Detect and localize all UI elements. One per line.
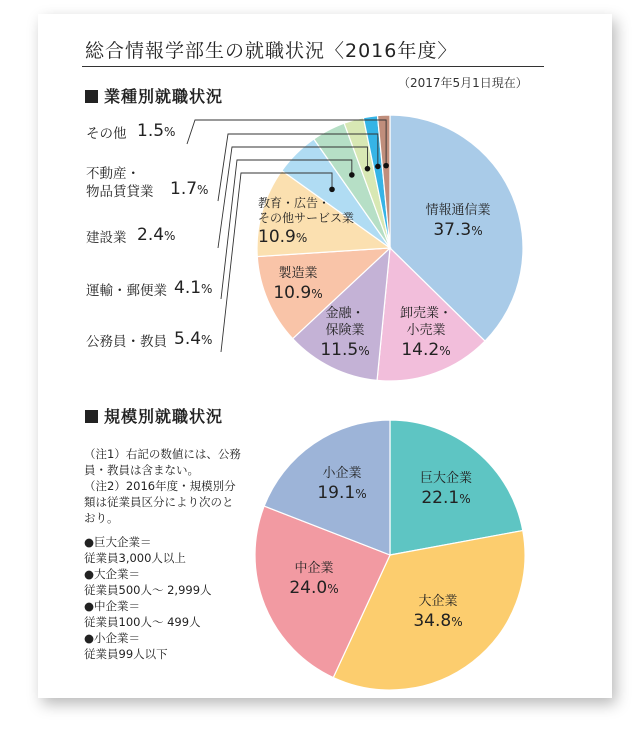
leader-dot-other bbox=[383, 163, 389, 169]
slice-label-giant: 巨大企業 22.1% bbox=[419, 471, 472, 508]
slice-label-small: 小企業 19.1% bbox=[317, 466, 367, 503]
note2-line1: （注2）2016年度・規模別分 bbox=[84, 479, 236, 493]
label-other-value: 1.5% bbox=[137, 121, 176, 141]
slice-label-large: 大企業 34.8% bbox=[413, 594, 463, 631]
note1-line2: 員・教員は含まない。 bbox=[84, 463, 199, 477]
slice-label-medium: 中企業 24.0% bbox=[289, 561, 339, 598]
label-construction-value: 2.4% bbox=[137, 225, 176, 245]
date-note: （2017年5月1日現在） bbox=[398, 76, 528, 90]
definition-term: ●大企業＝ bbox=[84, 567, 141, 581]
definition-desc: 従業員100人～ 499人 bbox=[84, 615, 201, 629]
label-transport-value: 4.1% bbox=[174, 278, 213, 298]
industry-section-title: 業種別就職状況 bbox=[85, 84, 223, 107]
leader-dot-construction bbox=[365, 166, 371, 172]
page-title: 総合情報学部生の就職状況〈2016年度〉 bbox=[85, 40, 458, 62]
label-realestate-value: 1.7% bbox=[170, 179, 209, 199]
note2-line3: おり。 bbox=[84, 511, 119, 525]
slice-label-finance: 金融・ 保険業 11.5% bbox=[320, 306, 370, 360]
label-public-value: 5.4% bbox=[174, 329, 213, 349]
label-public-name: 公務員・教員 bbox=[86, 334, 167, 350]
size-pie-chart bbox=[255, 420, 525, 690]
label-transport-name: 運輸・郵便業 bbox=[86, 283, 167, 299]
definition-desc: 従業員99人以下 bbox=[84, 647, 168, 661]
label-construction-name: 建設業 bbox=[86, 230, 127, 246]
slice-label-info: 情報通信業 37.3% bbox=[425, 203, 491, 240]
definition-term: ●小企業＝ bbox=[84, 631, 141, 645]
size-definitions bbox=[84, 534, 254, 662]
label-realestate-name2: 物品賃貸業 bbox=[86, 184, 154, 200]
definition-term: ●中企業＝ bbox=[84, 599, 141, 613]
leader-dot-realestate bbox=[375, 164, 381, 170]
notes-block bbox=[84, 446, 244, 526]
definition-desc: 従業員3,000人以上 bbox=[84, 551, 186, 565]
slice-label-wholesale: 卸売業・ 小売業 14.2% bbox=[399, 306, 452, 360]
note1-line1: （注1）右記の数値には、公務 bbox=[84, 447, 241, 461]
slice-label-education: 教育・広告・ その他サービス業 10.9% bbox=[258, 196, 355, 247]
label-other-name: その他 bbox=[86, 126, 127, 142]
definition-desc: 従業員500人～ 2,999人 bbox=[84, 583, 212, 597]
leader-dot-public bbox=[329, 187, 335, 193]
note2-line2: 類は従業員区分により次のと bbox=[84, 495, 234, 509]
slice-label-manufacturing: 製造業 10.9% bbox=[273, 266, 323, 303]
leader-dot-transport bbox=[349, 172, 355, 178]
size-section-title: 規模別就職状況 bbox=[85, 404, 223, 427]
label-realestate-name1: 不動産・ bbox=[86, 166, 140, 182]
definition-term: ●巨大企業＝ bbox=[84, 535, 152, 549]
